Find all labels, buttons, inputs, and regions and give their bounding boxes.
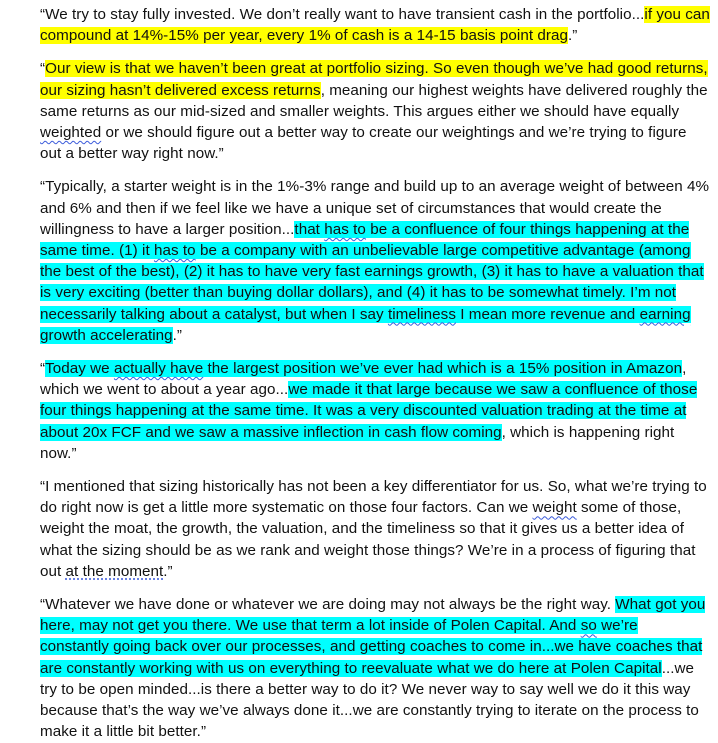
text-segment: “Typically, a starter weight is in the 1%-3% range and build up to an average weight of between 4% and 6% and then if we feel like we have a unique set of circumstances that would create the willingness to have a larger position... [40, 178, 710, 238]
text-segment: Our view is that we haven’t been great at portfolio sizing. So even though we’ve had good returns, our sizing hasn’t delivered excess returns [40, 60, 708, 99]
quote-paragraph-2 [40, 58, 710, 164]
text-segment: Today we [45, 360, 114, 378]
text-segment: .” [163, 562, 173, 580]
text-segment: the largest position we’ve ever had which is a 15% position in Amazon [203, 360, 683, 378]
text-segment: be a confluence of four things happening at the same time. (1) it [40, 220, 690, 260]
text-segment: , which is happening right now.” [40, 423, 675, 462]
text-segment: “I mentioned that sizing historically has not been a key differentiator for us. So, what we’re trying to do right now is get a little more systematic on those four factors. Can we [40, 478, 707, 517]
quote-paragraph-3 [40, 176, 710, 346]
quote-paragraph-6 [40, 594, 710, 742]
text-segment: “Whatever we have done or whatever we are doing may not always be the right way. [40, 596, 616, 614]
text-segment: “ [40, 360, 46, 378]
text-segment: earning [639, 305, 691, 323]
text-segment: so [580, 617, 597, 635]
text-segment: some of those, weight the moat, the growth, the valuation, and the timeliness so that it gives us a better idea of what the sizing should be as we rank and weight those things? We’re in a process of figuring that out [40, 499, 696, 580]
text-segment: or we should figure out a better way to create our weightings and we’re trying to figure out a better way right now.” [40, 124, 687, 163]
text-segment: , which we went to about a year ago... [40, 360, 687, 399]
text-segment: we made it that large because we saw a confluence of those four things happening at the same time. It was a very discounted valuation trading at the time at about 20x FCF and we saw a massive inflection in cash flow coming [40, 381, 698, 441]
text-segment: .” [172, 326, 183, 344]
quote-paragraph-1 [40, 4, 710, 46]
text-segment: if you can compound at 14%-15% per year, every 1% of cash is a 14-15 basis point drag [40, 6, 710, 45]
text-segment: weight [532, 499, 577, 517]
text-segment: ...we try to be open minded...is there a better way to do it? We never way to say well we do it this way because that’s the way we’ve always done it...we are constantly trying to iterate on the process to make it a little bit better.” [40, 659, 699, 741]
text-segment: timeliness [387, 305, 456, 323]
text-segment: What got you here, may not get you there. We use that term a lot inside of Polen Capital. And [40, 596, 706, 635]
text-segment: I mean more revenue and [455, 305, 640, 323]
text-segment: weighted [40, 124, 102, 142]
text-segment: has to [153, 242, 196, 260]
text-segment: at the moment [65, 562, 164, 580]
quote-paragraph-4 [40, 358, 710, 464]
text-segment: actually have [113, 360, 204, 378]
text-segment: that [294, 220, 325, 238]
text-segment: “ [40, 60, 46, 78]
text-segment: “We try to stay fully invested. We don’t really want to have transient cash in the portfolio... [40, 6, 645, 23]
text-segment: .” [567, 27, 578, 45]
text-segment: be a company with an unbelievable large competitive advantage (among the best of the best), (2) it has to have very fast earnings growth, (3) it has to have a valuation that is very exciting (better than buying dollar dollars), and (4) it has to be somewhat timely. I’m not necessarily talking about a catalyst, but when I say [40, 242, 704, 323]
text-segment: , meaning our highest weights have delivered roughly the same returns as our mid-sized and smaller weights. This argues either we should have equally [40, 81, 708, 120]
text-segment: we’re constantly going back over our processes, and getting coaches to come in...we have coaches that are constantly working with us on everything to reevaluate what we do here at Polen Capital [40, 617, 703, 677]
text-segment: growth accelerating [40, 326, 173, 344]
quote-paragraph-5 [40, 476, 710, 582]
text-segment: has to [324, 220, 366, 238]
